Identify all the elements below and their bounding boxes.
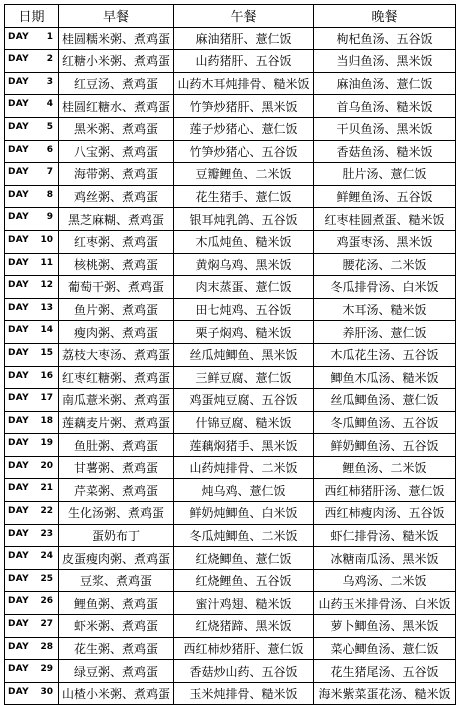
table-row: [5, 411, 456, 434]
day-number: 1: [46, 31, 53, 42]
day-number: 29: [40, 664, 53, 675]
day-label: DAY: [8, 54, 29, 65]
day-number: 22: [40, 506, 53, 517]
dinner-cell: 冰糖南瓜汤、黑米饭: [314, 547, 456, 570]
breakfast-cell: 山楂小米粥、煮鸡蛋: [59, 682, 174, 705]
day-cell: [5, 50, 59, 73]
day-cell: [5, 95, 59, 118]
lunch-cell: 竹笋炒猪心、五谷饭: [174, 140, 314, 163]
day-label: DAY: [8, 686, 29, 697]
day-number: 30: [40, 686, 53, 697]
day-label: DAY: [8, 302, 29, 313]
table-row: [5, 389, 456, 412]
header-breakfast: 早餐: [59, 5, 174, 28]
day-number: 10: [40, 234, 53, 245]
dinner-cell: 首乌鱼汤、糙米饭: [314, 95, 456, 118]
table-row: [5, 95, 456, 118]
dinner-cell: 西红柿瘦肉汤、五谷饭: [314, 502, 456, 525]
dinner-cell: 枸杞鱼汤、五谷饭: [314, 27, 456, 50]
table-row: [5, 185, 456, 208]
lunch-cell: 木瓜炖鱼、糙米饭: [174, 230, 314, 253]
table-row: [5, 230, 456, 253]
dinner-cell: 菜心鲫鱼汤、薏仁饭: [314, 637, 456, 660]
dinner-cell: 腰花汤、二米饭: [314, 253, 456, 276]
lunch-cell: 鸡蛋炖豆腐、五谷饭: [174, 389, 314, 412]
lunch-cell: 红烧鲤鱼、五谷饭: [174, 569, 314, 592]
day-cell: [5, 298, 59, 321]
day-cell: [5, 389, 59, 412]
day-cell: [5, 615, 59, 638]
day-cell: [5, 366, 59, 389]
table-row: [5, 615, 456, 638]
breakfast-cell: 桂圆红糖水、煮鸡蛋: [59, 95, 174, 118]
dinner-cell: 西红柿猪肝汤、薏仁饭: [314, 479, 456, 502]
dinner-cell: 红枣桂圆煮蛋、糙米饭: [314, 208, 456, 231]
dinner-cell: 鲜奶鲫鱼汤、五谷饭: [314, 434, 456, 457]
lunch-cell: 冬瓜炖鲫鱼、二米饭: [174, 524, 314, 547]
table-row: [5, 456, 456, 479]
lunch-cell: 田七炖鸡、五谷饭: [174, 298, 314, 321]
day-label: DAY: [8, 483, 29, 494]
day-number: 11: [40, 257, 53, 268]
table-row: [5, 276, 456, 299]
table-row: [5, 298, 456, 321]
day-label: DAY: [8, 257, 29, 268]
lunch-cell: 麻油猪肝、薏仁饭: [174, 27, 314, 50]
table-row: [5, 50, 456, 73]
breakfast-cell: 豆浆、煮鸡蛋: [59, 569, 174, 592]
day-cell: [5, 411, 59, 434]
breakfast-cell: 鸡丝粥、煮鸡蛋: [59, 185, 174, 208]
header-lunch: 午餐: [174, 5, 314, 28]
header-dinner: 晚餐: [314, 5, 456, 28]
dinner-cell: 木瓜花生汤、五谷饭: [314, 343, 456, 366]
day-cell: [5, 276, 59, 299]
day-label: DAY: [8, 506, 29, 517]
day-number: 9: [46, 212, 53, 223]
day-cell: [5, 230, 59, 253]
table-row: [5, 140, 456, 163]
lunch-cell: 红烧猪蹄、黑米饭: [174, 615, 314, 638]
day-label: DAY: [8, 325, 29, 336]
dinner-cell: 冬瓜鲫鱼汤、五谷饭: [314, 411, 456, 434]
day-label: DAY: [8, 573, 29, 584]
table-row: [5, 343, 456, 366]
day-label: DAY: [8, 664, 29, 675]
lunch-cell: 红烧鲫鱼、薏仁饭: [174, 547, 314, 570]
lunch-cell: 花生猪手、薏仁饭: [174, 185, 314, 208]
lunch-cell: 鲜奶炖鲫鱼、白米饭: [174, 502, 314, 525]
day-number: 19: [40, 438, 53, 449]
day-label: DAY: [8, 347, 29, 358]
breakfast-cell: 花生粥、煮鸡蛋: [59, 637, 174, 660]
dinner-cell: 干贝鱼汤、黑米饭: [314, 117, 456, 140]
lunch-cell: 玉米炖排骨、糙米饭: [174, 682, 314, 705]
day-cell: [5, 660, 59, 683]
day-label: DAY: [8, 619, 29, 630]
day-cell: [5, 479, 59, 502]
day-cell: [5, 72, 59, 95]
table-row: [5, 321, 456, 344]
dinner-cell: 乌鸡汤、二米饭: [314, 569, 456, 592]
lunch-cell: 西红柿炒猪肝、薏仁饭: [174, 637, 314, 660]
dinner-cell: 当归鱼汤、黑米饭: [314, 50, 456, 73]
lunch-cell: 银耳炖乳鸽、五谷饭: [174, 208, 314, 231]
table-row: [5, 569, 456, 592]
breakfast-cell: 红枣粥、煮鸡蛋: [59, 230, 174, 253]
dinner-cell: 鸡蛋枣汤、黑米饭: [314, 230, 456, 253]
day-label: DAY: [8, 596, 29, 607]
breakfast-cell: 鱼片粥、煮鸡蛋: [59, 298, 174, 321]
breakfast-cell: 黑米粥、煮鸡蛋: [59, 117, 174, 140]
day-cell: [5, 27, 59, 50]
lunch-cell: 山药炖排骨、二米饭: [174, 456, 314, 479]
table-row: [5, 27, 456, 50]
header-date: 日期: [5, 5, 59, 28]
lunch-cell: 豆瓣鲤鱼、二米饭: [174, 163, 314, 186]
breakfast-cell: 红枣红糖粥、煮鸡蛋: [59, 366, 174, 389]
breakfast-cell: 核桃粥、煮鸡蛋: [59, 253, 174, 276]
day-number: 12: [40, 280, 53, 291]
day-label: DAY: [8, 528, 29, 539]
table-row: [5, 117, 456, 140]
breakfast-cell: 八宝粥、煮鸡蛋: [59, 140, 174, 163]
day-cell: [5, 434, 59, 457]
table-row: [5, 524, 456, 547]
breakfast-cell: 南瓜薏米粥、煮鸡蛋: [59, 389, 174, 412]
day-number: 20: [40, 460, 53, 471]
table-row: [5, 502, 456, 525]
breakfast-cell: 红糖小米粥、煮鸡蛋: [59, 50, 174, 73]
table-row: [5, 208, 456, 231]
dinner-cell: 虾仁排骨汤、糙米饭: [314, 524, 456, 547]
lunch-cell: 香菇炒山药、五谷饭: [174, 660, 314, 683]
day-number: 23: [40, 528, 53, 539]
day-label: DAY: [8, 393, 29, 404]
table-row: [5, 366, 456, 389]
dinner-cell: 鲫鱼木瓜汤、糙米饭: [314, 366, 456, 389]
dinner-cell: 鲜鲤鱼汤、五谷饭: [314, 185, 456, 208]
breakfast-cell: 蛋奶布丁: [59, 524, 174, 547]
table-row: [5, 660, 456, 683]
day-cell: [5, 185, 59, 208]
lunch-cell: 山药猪肝、五谷饭: [174, 50, 314, 73]
dinner-cell: 肚片汤、薏仁饭: [314, 163, 456, 186]
dinner-cell: 海米紫菜蛋花汤、糙米饭: [314, 682, 456, 705]
lunch-cell: 三鲜豆腐、薏仁饭: [174, 366, 314, 389]
breakfast-cell: 皮蛋瘦肉粥、煮鸡蛋: [59, 547, 174, 570]
table-row: [5, 253, 456, 276]
table-row: [5, 682, 456, 705]
breakfast-cell: 芹菜粥、煮鸡蛋: [59, 479, 174, 502]
day-label: DAY: [8, 641, 29, 652]
day-label: DAY: [8, 121, 29, 132]
meal-plan-table: [4, 4, 456, 705]
table-row: [5, 72, 456, 95]
day-number: 2: [46, 54, 53, 65]
day-label: DAY: [8, 167, 29, 178]
day-label: DAY: [8, 189, 29, 200]
breakfast-cell: 海带粥、煮鸡蛋: [59, 163, 174, 186]
day-label: DAY: [8, 144, 29, 155]
table-row: [5, 547, 456, 570]
day-number: 24: [40, 551, 53, 562]
breakfast-cell: 鲤鱼粥、煮鸡蛋: [59, 592, 174, 615]
day-cell: [5, 117, 59, 140]
lunch-cell: 莲子炒猪心、薏仁饭: [174, 117, 314, 140]
breakfast-cell: 绿豆粥、煮鸡蛋: [59, 660, 174, 683]
table-row: [5, 479, 456, 502]
day-number: 3: [46, 76, 53, 87]
day-label: DAY: [8, 31, 29, 42]
day-number: 14: [40, 325, 53, 336]
day-cell: [5, 321, 59, 344]
day-label: DAY: [8, 76, 29, 87]
day-label: DAY: [8, 212, 29, 223]
day-cell: [5, 637, 59, 660]
breakfast-cell: 葡萄干粥、煮鸡蛋: [59, 276, 174, 299]
day-cell: [5, 343, 59, 366]
breakfast-cell: 黑芝麻糊、煮鸡蛋: [59, 208, 174, 231]
breakfast-cell: 生化汤粥、煮鸡蛋: [59, 502, 174, 525]
breakfast-cell: 荔枝大枣汤、煮鸡蛋: [59, 343, 174, 366]
day-number: 25: [40, 573, 53, 584]
table-row: [5, 163, 456, 186]
lunch-cell: 竹笋炒猪肝、黑米饭: [174, 95, 314, 118]
day-label: DAY: [8, 438, 29, 449]
day-number: 18: [40, 415, 53, 426]
day-label: DAY: [8, 415, 29, 426]
lunch-cell: 丝瓜炖鲫鱼、黑米饭: [174, 343, 314, 366]
day-number: 4: [46, 99, 53, 110]
day-number: 5: [46, 121, 53, 132]
breakfast-cell: 红豆汤、煮鸡蛋: [59, 72, 174, 95]
breakfast-cell: 鱼肚粥、煮鸡蛋: [59, 434, 174, 457]
table-row: [5, 434, 456, 457]
day-number: 8: [46, 189, 53, 200]
table-row: [5, 592, 456, 615]
day-cell: [5, 163, 59, 186]
dinner-cell: 山药玉米排骨汤、白米饭: [314, 592, 456, 615]
lunch-cell: 莲藕焖猪手、黑米饭: [174, 434, 314, 457]
dinner-cell: 鲤鱼汤、二米饭: [314, 456, 456, 479]
meal-plan-sheet: [4, 4, 455, 705]
day-number: 13: [40, 302, 53, 313]
day-label: DAY: [8, 234, 29, 245]
lunch-cell: 肉末蒸蛋、薏仁饭: [174, 276, 314, 299]
day-cell: [5, 524, 59, 547]
dinner-cell: 花生猪尾汤、五谷饭: [314, 660, 456, 683]
day-label: DAY: [8, 370, 29, 381]
day-label: DAY: [8, 460, 29, 471]
header-row: [5, 5, 456, 28]
day-number: 21: [40, 483, 53, 494]
day-cell: [5, 140, 59, 163]
dinner-cell: 冬瓜排骨汤、白米饭: [314, 276, 456, 299]
day-cell: [5, 208, 59, 231]
day-number: 26: [40, 596, 53, 607]
day-number: 17: [40, 393, 53, 404]
day-label: DAY: [8, 551, 29, 562]
day-cell: [5, 502, 59, 525]
table-row: [5, 637, 456, 660]
breakfast-cell: 莲藕麦片粥、煮鸡蛋: [59, 411, 174, 434]
day-label: DAY: [8, 99, 29, 110]
lunch-cell: 什锦豆腐、糙米饭: [174, 411, 314, 434]
day-number: 15: [40, 347, 53, 358]
dinner-cell: 丝瓜鲫鱼汤、薏仁饭: [314, 389, 456, 412]
breakfast-cell: 甘薯粥、煮鸡蛋: [59, 456, 174, 479]
breakfast-cell: 桂圆糯米粥、煮鸡蛋: [59, 27, 174, 50]
dinner-cell: 萝卜鲫鱼汤、黑米饭: [314, 615, 456, 638]
lunch-cell: 山药木耳炖排骨、糙米饭: [174, 72, 314, 95]
breakfast-cell: 虾米粥、煮鸡蛋: [59, 615, 174, 638]
day-number: 27: [40, 619, 53, 630]
dinner-cell: 养肝汤、薏仁饭: [314, 321, 456, 344]
lunch-cell: 黄焖乌鸡、黑米饭: [174, 253, 314, 276]
day-number: 7: [46, 167, 53, 178]
day-cell: [5, 682, 59, 705]
day-number: 28: [40, 641, 53, 652]
lunch-cell: 栗子焖鸡、糙米饭: [174, 321, 314, 344]
dinner-cell: 香菇鱼汤、糙米饭: [314, 140, 456, 163]
day-label: DAY: [8, 280, 29, 291]
breakfast-cell: 瘦肉粥、煮鸡蛋: [59, 321, 174, 344]
day-cell: [5, 592, 59, 615]
day-number: 6: [46, 144, 53, 155]
dinner-cell: 麻油鱼汤、薏仁饭: [314, 72, 456, 95]
day-cell: [5, 253, 59, 276]
day-number: 16: [40, 370, 53, 381]
day-cell: [5, 569, 59, 592]
day-cell: [5, 456, 59, 479]
dinner-cell: 木耳汤、糙米饭: [314, 298, 456, 321]
day-cell: [5, 547, 59, 570]
lunch-cell: 炖乌鸡、薏仁饭: [174, 479, 314, 502]
lunch-cell: 蜜汁鸡翅、糙米饭: [174, 592, 314, 615]
